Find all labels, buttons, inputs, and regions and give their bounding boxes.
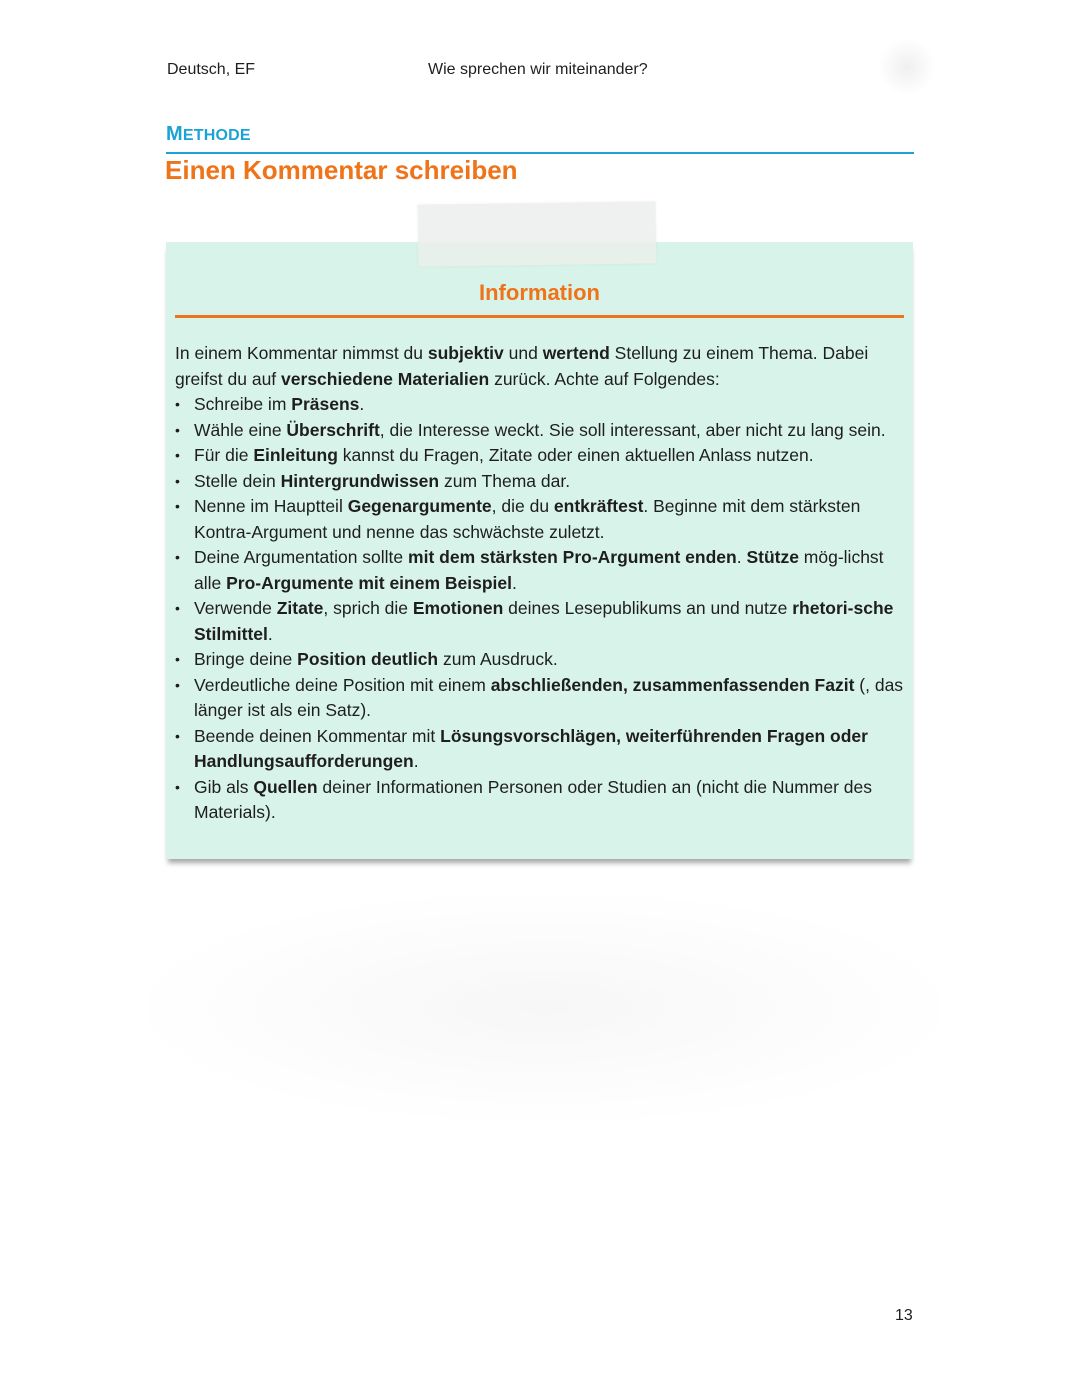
information-box xyxy=(166,242,913,859)
bullet-icon: • xyxy=(175,447,180,463)
page-title: Einen Kommentar schreiben xyxy=(165,155,518,185)
list-item xyxy=(175,673,905,724)
information-intro xyxy=(175,341,905,392)
text-segment: Stellung zu einem Thema. Dabei greifst du auf xyxy=(175,343,869,389)
bullet-icon: • xyxy=(175,396,180,412)
text-segment: mög-lichst alle xyxy=(194,547,884,593)
text-segment: Gib als xyxy=(194,776,254,797)
bold-text: Stütze xyxy=(746,547,799,567)
text-segment: (, das länger ist als ein Satz). xyxy=(194,674,904,720)
bold-text: mit dem stärksten Pro-Argument enden xyxy=(408,547,737,567)
text-segment: . xyxy=(359,394,365,414)
list-item xyxy=(175,724,905,775)
list-item xyxy=(175,469,905,495)
information-list xyxy=(175,392,905,826)
bold-text: Präsens xyxy=(291,394,360,414)
header-subject: Deutsch, EF xyxy=(167,61,256,78)
bold-text: Pro-Argumente mit einem Beispiel xyxy=(226,572,513,593)
blurred-region xyxy=(150,895,940,1120)
bullet-icon: • xyxy=(175,727,180,744)
text-segment: . xyxy=(413,751,419,771)
bullet-icon: • xyxy=(175,651,180,667)
bullet-icon: • xyxy=(175,472,180,489)
text-segment: zum Ausdruck. xyxy=(438,649,558,669)
bold-text: Überschrift xyxy=(286,419,380,440)
text-segment: Verdeutliche deine Position mit einem xyxy=(194,674,491,695)
list-item xyxy=(175,443,905,469)
text-segment: , die Interesse weckt. Sie soll interessant, aber nicht zu lang sein. xyxy=(379,419,886,440)
text-segment: zurück. Achte auf Folgendes: xyxy=(489,368,720,389)
text-segment: . xyxy=(267,623,273,644)
text-segment: deines Lesepublikums an und nutze xyxy=(503,598,793,618)
text-segment: . Beginne mit dem stärksten Kontra-Argument und nenne das schwächste zuletzt. xyxy=(194,496,861,542)
text-segment: Stelle dein xyxy=(194,470,281,491)
text-segment: zum Thema dar. xyxy=(439,470,571,491)
list-item xyxy=(175,596,905,647)
bold-text: Zitate xyxy=(276,598,324,618)
list-item xyxy=(175,647,905,673)
text-segment: . xyxy=(736,547,747,567)
text-segment: Schreibe im xyxy=(194,394,292,414)
bullet-icon: • xyxy=(175,421,180,438)
list-item xyxy=(175,418,905,444)
page-number: 13 xyxy=(895,1307,913,1324)
text-segment: deiner Informationen Personen oder Studien an (nicht die Nummer des Materials). xyxy=(194,776,872,822)
bold-text: verschiedene Materialien xyxy=(281,368,490,389)
section-label-initial: M xyxy=(166,123,183,145)
bold-text: Lösungsvorschlägen, weiterführenden Fragen oder Handlungsaufforderungen xyxy=(194,725,868,771)
text-segment: Nenne im Hauptteil xyxy=(194,496,348,516)
bullet-icon: • xyxy=(175,600,180,616)
bold-text: Emotionen xyxy=(412,598,504,618)
section-divider xyxy=(166,152,914,154)
text-segment: Für die xyxy=(194,445,254,465)
list-item xyxy=(175,545,905,596)
text-segment: Bringe deine xyxy=(194,649,298,669)
bold-text: subjektiv xyxy=(427,343,504,363)
bold-text: Position deutlich xyxy=(297,649,439,669)
header-topic: Wie sprechen wir miteinander? xyxy=(428,61,648,78)
information-body xyxy=(175,341,905,826)
list-item xyxy=(175,775,905,826)
section-label-rest: ETHODE xyxy=(182,127,251,144)
tape-strip xyxy=(418,201,657,266)
corner-smudge xyxy=(878,38,936,96)
text-segment: . xyxy=(512,572,517,593)
text-segment: , sprich die xyxy=(323,598,413,618)
bold-text: Hintergrundwissen xyxy=(280,470,440,491)
text-segment: In einem Kommentar nimmst du xyxy=(175,343,428,363)
text-segment: Beende deinen Kommentar mit xyxy=(194,725,441,746)
text-segment: kannst du Fragen, Zitate oder einen aktuellen Anlass nutzen. xyxy=(337,445,814,465)
text-segment: und xyxy=(503,343,543,363)
bold-text: abschließenden, zusammenfassenden Fazit xyxy=(490,674,855,695)
text-segment: Deine Argumentation sollte xyxy=(194,547,409,567)
information-title: Information xyxy=(479,280,600,305)
bold-text: Einleitung xyxy=(253,445,338,465)
bold-text: Quellen xyxy=(253,776,318,797)
bold-text: Gegenargumente xyxy=(347,496,492,516)
list-item xyxy=(175,392,905,418)
text-segment: , die du xyxy=(491,496,554,516)
text-segment: Verwende xyxy=(194,598,277,618)
text-segment: Wähle eine xyxy=(194,419,287,440)
information-divider xyxy=(175,315,904,318)
bullet-icon: • xyxy=(175,498,180,514)
bold-text: entkräftest xyxy=(553,496,644,516)
list-item xyxy=(175,494,905,545)
bullet-icon: • xyxy=(175,778,180,795)
section-label xyxy=(166,123,251,146)
bold-text: wertend xyxy=(542,343,610,363)
bold-text: rhetori-sche Stilmittel xyxy=(194,598,894,644)
bullet-icon: • xyxy=(175,676,180,693)
bullet-icon: • xyxy=(175,549,180,565)
